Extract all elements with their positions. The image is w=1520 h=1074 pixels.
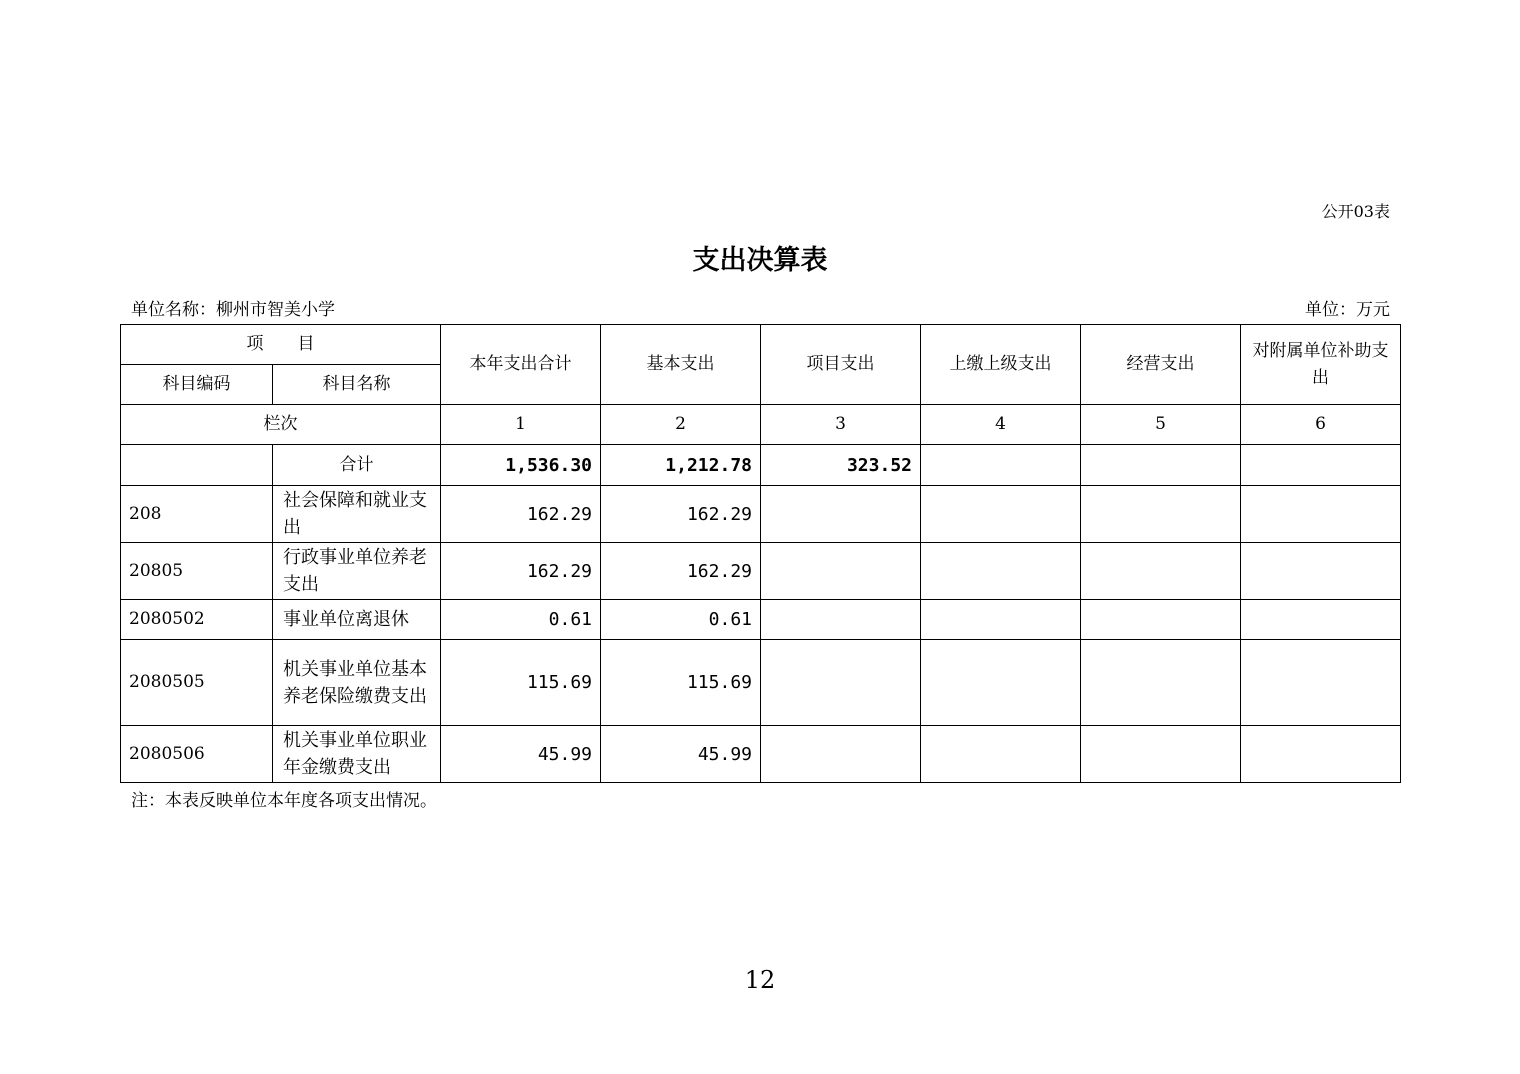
table-row xyxy=(121,640,1401,726)
table-row xyxy=(121,543,1401,600)
header-business: 经营支出 xyxy=(1081,325,1241,405)
subsidy-cell xyxy=(1241,543,1401,600)
project-cell xyxy=(761,726,921,783)
header-name: 科目名称 xyxy=(273,365,441,405)
name-cell: 机关事业单位基本养老保险缴费支出 xyxy=(273,640,441,726)
column-index-cell: 2 xyxy=(601,405,761,445)
total-cell: 162.29 xyxy=(441,543,601,600)
basic-cell: 162.29 xyxy=(601,486,761,543)
code-cell: 2080506 xyxy=(121,726,273,783)
total-cell: 0.61 xyxy=(441,600,601,640)
upper-cell xyxy=(921,486,1081,543)
basic-cell: 45.99 xyxy=(601,726,761,783)
business-cell xyxy=(1081,640,1241,726)
header-project: 项目支出 xyxy=(761,325,921,405)
subsidy-cell xyxy=(1241,726,1401,783)
total-cell: 115.69 xyxy=(441,640,601,726)
table-row xyxy=(121,600,1401,640)
table-note: 注：本表反映单位本年度各项支出情况。 xyxy=(131,791,437,811)
project-cell xyxy=(761,640,921,726)
business-cell xyxy=(1081,543,1241,600)
project-cell: 323.52 xyxy=(761,445,921,486)
total-label: 合计 xyxy=(273,445,441,486)
subsidy-cell xyxy=(1241,640,1401,726)
header-items: 项 目 xyxy=(121,325,441,365)
upper-cell xyxy=(921,640,1081,726)
business-cell xyxy=(1081,486,1241,543)
expenditure-table xyxy=(120,324,1401,783)
currency-unit: 单位：万元 xyxy=(1305,300,1390,320)
header-row-1 xyxy=(121,325,1401,365)
table-row xyxy=(121,486,1401,543)
form-number: 公开03表 xyxy=(1321,202,1390,221)
table-row xyxy=(121,726,1401,783)
business-cell xyxy=(1081,726,1241,783)
column-index-cell: 4 xyxy=(921,405,1081,445)
page-title: 支出决算表 xyxy=(692,245,828,276)
total-cell: 45.99 xyxy=(441,726,601,783)
column-index-cell: 5 xyxy=(1081,405,1241,445)
column-index-label: 栏次 xyxy=(121,405,441,445)
total-cell: 162.29 xyxy=(441,486,601,543)
header-code: 科目编码 xyxy=(121,365,273,405)
column-index-cell: 3 xyxy=(761,405,921,445)
project-cell xyxy=(761,600,921,640)
name-cell: 社会保障和就业支出 xyxy=(273,486,441,543)
name-cell: 机关事业单位职业年金缴费支出 xyxy=(273,726,441,783)
subsidy-cell xyxy=(1241,486,1401,543)
column-index-cell: 1 xyxy=(441,405,601,445)
basic-cell: 0.61 xyxy=(601,600,761,640)
code-cell: 2080502 xyxy=(121,600,273,640)
upper-cell xyxy=(921,445,1081,486)
name-cell: 事业单位离退休 xyxy=(273,600,441,640)
total-row xyxy=(121,445,1401,486)
header-basic: 基本支出 xyxy=(601,325,761,405)
total-cell: 1,536.30 xyxy=(441,445,601,486)
upper-cell xyxy=(921,543,1081,600)
column-index-row xyxy=(121,405,1401,445)
project-cell xyxy=(761,543,921,600)
code-cell: 208 xyxy=(121,486,273,543)
name-cell: 行政事业单位养老支出 xyxy=(273,543,441,600)
subsidy-cell xyxy=(1241,445,1401,486)
business-cell xyxy=(1081,600,1241,640)
page-number: 12 xyxy=(744,966,776,994)
business-cell xyxy=(1081,445,1241,486)
upper-cell xyxy=(921,600,1081,640)
unit-name: 单位名称：柳州市智美小学 xyxy=(131,300,335,320)
header-upper: 上缴上级支出 xyxy=(921,325,1081,405)
code-cell: 2080505 xyxy=(121,640,273,726)
project-cell xyxy=(761,486,921,543)
total-code-cell xyxy=(121,445,273,486)
basic-cell: 115.69 xyxy=(601,640,761,726)
upper-cell xyxy=(921,726,1081,783)
subsidy-cell xyxy=(1241,600,1401,640)
basic-cell: 162.29 xyxy=(601,543,761,600)
column-index-cell: 6 xyxy=(1241,405,1401,445)
header-subsidy: 对附属单位补助支出 xyxy=(1241,325,1401,405)
code-cell: 20805 xyxy=(121,543,273,600)
header-total: 本年支出合计 xyxy=(441,325,601,405)
basic-cell: 1,212.78 xyxy=(601,445,761,486)
